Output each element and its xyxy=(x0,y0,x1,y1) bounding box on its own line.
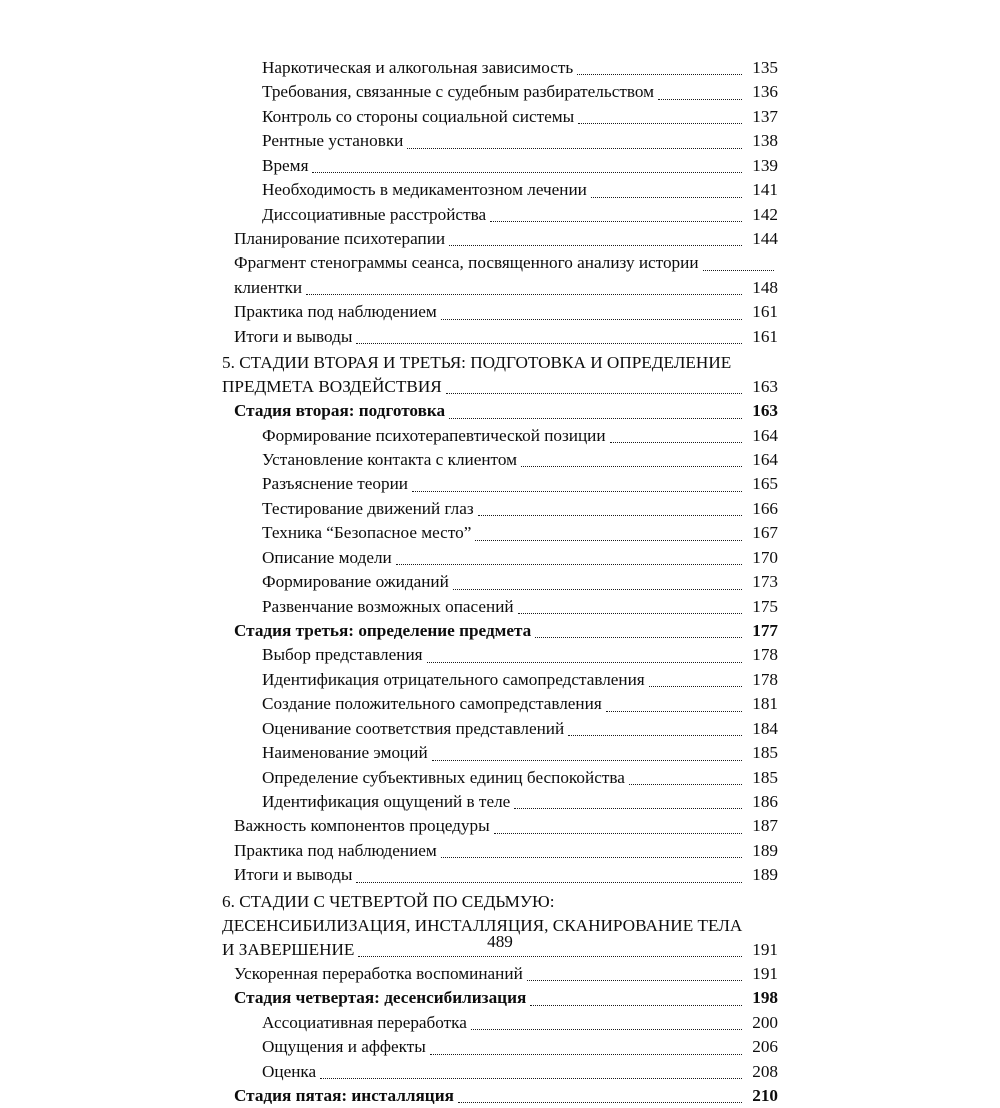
toc-entry-label: Требования, связанные с судебным разбирательством xyxy=(262,82,654,102)
toc-leader xyxy=(703,270,774,271)
toc-entry-label: Ассоциативная переработка xyxy=(262,1012,467,1032)
toc-entry-page: 187 xyxy=(752,816,778,836)
toc-entry[interactable] xyxy=(262,717,778,741)
toc-entry-page: 185 xyxy=(752,743,778,763)
toc-leader xyxy=(427,662,742,663)
toc-entry-label: Формирование психотерапевтической позиции xyxy=(262,425,606,445)
toc-entry-label: Тестирование движений глаз xyxy=(262,498,474,518)
toc-entry-page: 178 xyxy=(752,669,778,689)
toc-entry-page: 185 xyxy=(752,767,778,787)
toc-entry-page: 181 xyxy=(752,694,778,714)
toc-entry[interactable] xyxy=(262,178,778,202)
toc-entry-label: Ускоренная переработка воспоминаний xyxy=(234,963,523,983)
toc-leader xyxy=(535,637,742,638)
toc-entry-page: 136 xyxy=(752,82,778,102)
toc-leader xyxy=(514,808,742,809)
toc-entry[interactable] xyxy=(234,962,778,986)
toc-entry[interactable] xyxy=(234,325,778,349)
toc-entry[interactable] xyxy=(262,766,778,790)
toc-entry-label: Контроль со стороны социальной системы xyxy=(262,106,575,126)
toc-entry[interactable] xyxy=(262,741,778,765)
toc-leader xyxy=(606,711,742,712)
toc-entry[interactable] xyxy=(262,521,778,545)
toc-entry[interactable] xyxy=(262,448,778,472)
toc-entry[interactable] xyxy=(262,472,778,496)
toc-entry-page: 165 xyxy=(752,474,778,494)
toc-chapter-page: 163 xyxy=(752,377,778,397)
toc-entry[interactable] xyxy=(262,424,778,448)
toc-entry[interactable] xyxy=(262,643,778,667)
toc-entry-label: Диссоциативные расстройства xyxy=(262,204,487,224)
toc-entry[interactable] xyxy=(234,1084,778,1108)
toc-entry-page: 163 xyxy=(752,401,778,421)
toc-chapter-line: ДЕСЕНСИБИЛИЗАЦИЯ, ИНСТАЛЛЯЦИЯ, СКАНИРОВАНИЕ ТЕЛА xyxy=(222,915,743,935)
toc-leader xyxy=(494,833,742,834)
toc-leader xyxy=(407,148,742,149)
toc-leader xyxy=(478,515,742,516)
toc-entry[interactable] xyxy=(262,668,778,692)
toc-entry-label: Выбор представления xyxy=(262,645,423,665)
toc-leader xyxy=(441,319,742,320)
toc-leader xyxy=(475,540,742,541)
toc-entry[interactable] xyxy=(262,80,778,104)
toc-chapter-heading[interactable] xyxy=(222,351,778,399)
toc-leader xyxy=(412,491,742,492)
toc-entry[interactable] xyxy=(234,863,778,887)
toc-entry-wrapped[interactable] xyxy=(234,251,778,300)
toc-leader xyxy=(629,784,742,785)
toc-entry[interactable] xyxy=(262,570,778,594)
toc-entry-label: Стадия вторая: подготовка xyxy=(234,401,446,421)
toc-entry[interactable] xyxy=(262,56,778,80)
toc-entry-label: Практика под наблюдением xyxy=(234,840,437,860)
toc-entry[interactable] xyxy=(262,203,778,227)
toc-entry-page: 144 xyxy=(752,228,778,248)
toc-leader xyxy=(458,1102,742,1103)
toc-entry[interactable] xyxy=(234,986,778,1010)
toc-entry[interactable] xyxy=(262,692,778,716)
toc-entry-label: Идентификация ощущений в теле xyxy=(262,791,511,811)
toc-entry[interactable] xyxy=(262,1035,778,1059)
toc-entry-label: Идентификация отрицательного самопредставления xyxy=(262,669,645,689)
toc-entry-page: 200 xyxy=(752,1012,778,1032)
toc-entry-label: Итоги и выводы xyxy=(234,865,353,885)
toc-entry-page: 161 xyxy=(752,302,778,322)
toc-entry-page: 139 xyxy=(752,155,778,175)
toc-entry-page: 189 xyxy=(752,840,778,860)
toc-entry[interactable] xyxy=(262,1060,778,1084)
toc-chapter-page: 191 xyxy=(752,939,778,959)
toc-entry-label: Создание положительного самопредставления xyxy=(262,694,602,714)
toc-entry[interactable] xyxy=(262,1011,778,1035)
toc-entry-page: 175 xyxy=(752,596,778,616)
toc-leader xyxy=(490,221,742,222)
toc-entry-page: 186 xyxy=(752,791,778,811)
toc-entry[interactable] xyxy=(234,839,778,863)
toc-entry-page: 164 xyxy=(752,450,778,470)
toc-entry-page: 170 xyxy=(752,547,778,567)
toc-entry-page: 138 xyxy=(752,131,778,151)
toc-entry[interactable] xyxy=(262,546,778,570)
toc-chapter-line: И ЗАВЕРШЕНИЕ xyxy=(222,939,355,959)
toc-entry-label: Необходимость в медикаментозном лечении xyxy=(262,180,587,200)
toc-leader xyxy=(577,74,742,75)
toc-entry-page: 178 xyxy=(752,645,778,665)
toc-entry-page: 198 xyxy=(752,988,778,1008)
toc-entry-label: Рентные установки xyxy=(262,131,404,151)
toc-entry-label: Наркотическая и алкогольная зависимость xyxy=(262,58,574,77)
toc-leader xyxy=(441,857,742,858)
toc-entry-page: 208 xyxy=(752,1061,778,1081)
toc-leader xyxy=(446,393,742,394)
toc-entry-page: 142 xyxy=(752,204,778,224)
toc-entry-label: Время xyxy=(262,155,309,175)
toc-entry-label: Описание модели xyxy=(262,547,392,567)
toc-leader xyxy=(471,1029,742,1030)
toc-leader xyxy=(449,418,742,419)
toc-leader xyxy=(306,294,742,295)
toc-leader xyxy=(430,1054,742,1055)
toc-entry-page: 135 xyxy=(752,58,778,77)
toc-entry-page: 164 xyxy=(752,425,778,445)
toc-chapter-line: 5. СТАДИИ ВТОРАЯ И ТРЕТЬЯ: ПОДГОТОВКА И ОПРЕДЕЛЕНИЕ xyxy=(222,353,732,373)
toc-entry-label: Техника “Безопасное место” xyxy=(262,523,472,543)
toc-entry-label: Стадия третья: определение предмета xyxy=(234,621,532,641)
toc-entry-label-cont: клиентки xyxy=(234,277,303,297)
toc-leader xyxy=(356,343,742,344)
toc-leader xyxy=(578,123,742,124)
toc-entry-page: 148 xyxy=(752,277,778,297)
toc-entry-page: 184 xyxy=(752,718,778,738)
toc-entry[interactable] xyxy=(234,300,778,324)
toc-entry-label: Установление контакта с клиентом xyxy=(262,450,517,470)
toc-leader xyxy=(396,564,742,565)
toc-entry[interactable] xyxy=(262,154,778,178)
toc-entry[interactable] xyxy=(262,497,778,521)
toc-leader xyxy=(518,613,742,614)
toc-entry-label: Стадия пятая: инсталляция xyxy=(234,1086,454,1105)
toc-entry-page: 167 xyxy=(752,523,778,543)
toc-entry[interactable] xyxy=(262,105,778,129)
toc-entry-label: Ощущения и аффекты xyxy=(262,1037,426,1057)
toc-entry-label: Фрагмент стенограммы сеанса, посвященного анализу истории xyxy=(234,253,699,273)
toc-entry-label: Разъяснение теории xyxy=(262,474,408,494)
toc-leader xyxy=(658,99,742,100)
toc-entry-label: Развенчание возможных опасений xyxy=(262,596,514,616)
toc-leader xyxy=(568,735,742,736)
toc-leader xyxy=(320,1078,742,1079)
toc-entry-label: Наименование эмоций xyxy=(262,743,428,763)
toc-entry[interactable] xyxy=(234,227,778,251)
toc-entry-page: 210 xyxy=(752,1086,778,1105)
toc-entry-label: Оценка xyxy=(262,1061,317,1081)
toc-entry-page: 189 xyxy=(752,865,778,885)
toc-entry-page: 161 xyxy=(752,326,778,346)
toc-entry[interactable] xyxy=(234,399,778,423)
toc-chapter-line: ПРЕДМЕТА ВОЗДЕЙСТВИЯ xyxy=(222,377,442,397)
toc-leader xyxy=(591,197,742,198)
toc-entry-label: Формирование ожиданий xyxy=(262,572,449,592)
toc-leader xyxy=(649,686,742,687)
toc-entry-label: Практика под наблюдением xyxy=(234,302,437,322)
toc-entry-label: Стадия четвертая: десенсибилизация xyxy=(234,988,527,1008)
toc-leader xyxy=(530,1005,742,1006)
toc-entry-page: 137 xyxy=(752,106,778,126)
toc-entry-page: 191 xyxy=(752,963,778,983)
toc-leader xyxy=(312,172,742,173)
toc-chapter-line: 6. СТАДИИ С ЧЕТВЕРТОЙ ПО СЕДЬМУЮ: xyxy=(222,891,555,911)
toc-entry-page: 166 xyxy=(752,498,778,518)
toc-entry[interactable] xyxy=(234,619,778,643)
toc-leader xyxy=(527,980,742,981)
toc-entry-label: Оценивание соответствия представлений xyxy=(262,718,565,738)
toc-leader xyxy=(432,760,742,761)
toc-entry-page: 173 xyxy=(752,572,778,592)
toc-entry-page: 141 xyxy=(752,180,778,200)
toc-leader xyxy=(449,245,742,246)
toc-entry[interactable] xyxy=(262,129,778,153)
toc-entry-page: 206 xyxy=(752,1037,778,1057)
toc-leader xyxy=(453,589,742,590)
toc-leader xyxy=(521,466,742,467)
toc-entry[interactable] xyxy=(262,595,778,619)
toc-entry-label: Важность компонентов процедуры xyxy=(234,816,490,836)
toc-leader xyxy=(356,882,742,883)
toc-entry[interactable] xyxy=(234,814,778,838)
toc-entry-page: 177 xyxy=(752,621,778,641)
toc-leader xyxy=(358,956,742,957)
toc-entry-label: Определение субъективных единиц беспокойства xyxy=(262,767,625,787)
toc-leader xyxy=(610,442,742,443)
toc-entry[interactable] xyxy=(262,790,778,814)
page-number: 489 xyxy=(487,932,513,951)
toc-entry-label: Итоги и выводы xyxy=(234,326,353,346)
toc-entry-label: Планирование психотерапии xyxy=(234,228,446,248)
